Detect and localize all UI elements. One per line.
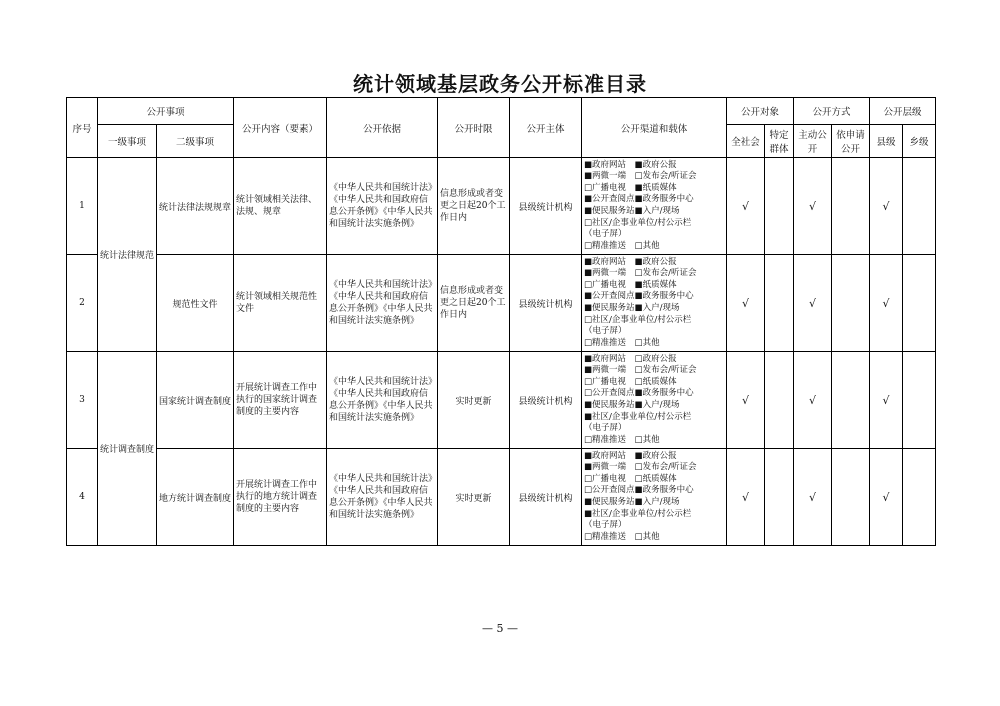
header-audience-all: 全社会 [727, 125, 765, 158]
check-level-town [903, 158, 936, 255]
channel-line: ■政府网站 ■政府公报 [584, 450, 677, 461]
channel-line: ■便民服务站■入户/现场 [584, 303, 680, 313]
row-subject: 县级统计机构 [510, 255, 582, 352]
channel-line: ■社区/企事业单位/村公示栏 [584, 508, 692, 519]
channel-line: ■社区/企事业单位/村公示栏 [584, 411, 692, 422]
channel-line: □广播电视 ■纸质媒体 [584, 279, 677, 290]
row-level2: 规范性文件 [157, 255, 234, 352]
header-level1: 一级事项 [98, 125, 157, 158]
channel-line: □广播电视 ■纸质媒体 [584, 182, 677, 193]
page-title: 统计领域基层政务公开标准目录 [353, 72, 647, 96]
check-method-apply [832, 449, 870, 546]
channel-line: ■两微一端 □发布会/听证会 [584, 171, 697, 182]
check-audience-all: √ [727, 352, 765, 449]
header-subject: 公开主体 [510, 98, 582, 158]
channel-line: （电子屏） [584, 423, 627, 434]
channel-line: ■便民服务站■入户/现场 [584, 400, 680, 410]
channel-line: □公开查阅点■政务服务中心 [584, 388, 694, 399]
check-method-active: √ [794, 449, 832, 546]
header-seq: 序号 [67, 98, 98, 158]
row-basis: 《中华人民共和国统计法》《中华人民共和国政府信息公开条例》《中华人民共和国统计法实施条例》 [327, 352, 438, 449]
channel-line: ■政府网站 □政府公报 [584, 353, 677, 364]
header-audience-specific: 特定群体 [765, 125, 794, 158]
group-label: 统计调查制度 [98, 352, 157, 546]
channel-line: □社区/企事业单位/村公示栏 [584, 314, 692, 325]
header-level-town: 乡级 [903, 125, 936, 158]
row-content: 开展统计调查工作中执行的国家统计调查制度的主要内容 [234, 352, 327, 449]
channel-line: ■公开查阅点■政务服务中心 [584, 194, 694, 205]
check-method-apply [832, 352, 870, 449]
row-channels [582, 158, 727, 255]
row-seq: 2 [67, 255, 98, 352]
header-audience-group: 公开对象 [727, 98, 794, 125]
check-level-county: √ [870, 255, 903, 352]
row-basis: 《中华人民共和国统计法》《中华人民共和国政府信息公开条例》《中华人民共和国统计法实施条例》 [327, 158, 438, 255]
channel-line: ■两微一端 □发布会/听证会 [584, 268, 697, 279]
row-content: 统计领域相关法律、法规、规章 [234, 158, 327, 255]
check-audience-specific [765, 449, 794, 546]
group-label: 统计法律规范 [98, 158, 157, 352]
header-method-apply: 依申请公开 [832, 125, 870, 158]
row-level2: 地方统计调查制度 [157, 449, 234, 546]
channel-line: ■公开查阅点■政务服务中心 [584, 291, 694, 302]
channel-line: □广播电视 □纸质媒体 [584, 473, 677, 484]
row-level2: 统计法律法规规章 [157, 158, 234, 255]
channel-line: □广播电视 □纸质媒体 [584, 376, 677, 387]
check-method-active: √ [794, 255, 832, 352]
channel-line: □精准推送 □其他 [584, 337, 660, 348]
header-row-1 [67, 98, 936, 125]
channel-line: □精准推送 □其他 [584, 240, 660, 251]
header-content: 公开内容（要素） [234, 98, 327, 158]
page-number: — 5 — [482, 622, 518, 635]
row-content: 统计领域相关规范性文件 [234, 255, 327, 352]
channel-line: ■便民服务站■入户/现场 [584, 206, 680, 216]
channel-line: □公开查阅点■政务服务中心 [584, 485, 694, 496]
row-level2: 国家统计调查制度 [157, 352, 234, 449]
check-method-apply [832, 158, 870, 255]
row-content: 开展统计调查工作中执行的地方统计调查制度的主要内容 [234, 449, 327, 546]
row-subject: 县级统计机构 [510, 158, 582, 255]
channel-line: □精准推送 □其他 [584, 434, 660, 445]
check-level-county: √ [870, 158, 903, 255]
channel-line: ■两微一端 □发布会/听证会 [584, 462, 697, 473]
header-item-group: 公开事项 [98, 98, 234, 125]
row-time-limit: 实时更新 [438, 449, 510, 546]
row-time-limit: 信息形成或者变更之日起20个工作日内 [438, 158, 510, 255]
header-method-group: 公开方式 [794, 98, 870, 125]
row-seq: 1 [67, 158, 98, 255]
row-basis: 《中华人民共和国统计法》《中华人民共和国政府信息公开条例》《中华人民共和国统计法实施条例》 [327, 255, 438, 352]
check-audience-all: √ [727, 449, 765, 546]
header-time-limit: 公开时限 [438, 98, 510, 158]
channel-line: （电子屏） [584, 326, 627, 337]
table-row [67, 158, 936, 255]
check-level-town [903, 352, 936, 449]
check-method-apply [832, 255, 870, 352]
channel-line: □社区/企事业单位/村公示栏 [584, 217, 692, 228]
header-level-group: 公开层级 [870, 98, 936, 125]
table-row [67, 449, 936, 546]
row-seq: 3 [67, 352, 98, 449]
check-audience-specific [765, 255, 794, 352]
row-time-limit: 实时更新 [438, 352, 510, 449]
check-level-town [903, 255, 936, 352]
table-row [67, 352, 936, 449]
header-level2: 二级事项 [157, 125, 234, 158]
standard-catalog-table [66, 97, 936, 546]
channel-line: □精准推送 □其他 [584, 531, 660, 542]
row-seq: 4 [67, 449, 98, 546]
header-method-active: 主动公开 [794, 125, 832, 158]
check-method-active: √ [794, 352, 832, 449]
header-level-county: 县级 [870, 125, 903, 158]
channel-line: ■便民服务站■入户/现场 [584, 497, 680, 507]
check-level-town [903, 449, 936, 546]
check-audience-specific [765, 352, 794, 449]
row-channels [582, 255, 727, 352]
channel-line: ■两微一端 □发布会/听证会 [584, 365, 697, 376]
row-channels [582, 449, 727, 546]
check-audience-specific [765, 158, 794, 255]
check-audience-all: √ [727, 158, 765, 255]
check-level-county: √ [870, 352, 903, 449]
row-channels [582, 352, 727, 449]
check-method-active: √ [794, 158, 832, 255]
check-audience-all: √ [727, 255, 765, 352]
row-time-limit: 信息形成或者变更之日起20个工作日内 [438, 255, 510, 352]
channel-line: ■政府网站 ■政府公报 [584, 159, 677, 170]
table-row [67, 255, 936, 352]
channel-line: （电子屏） [584, 229, 627, 240]
channel-line: （电子屏） [584, 520, 627, 531]
row-basis: 《中华人民共和国统计法》《中华人民共和国政府信息公开条例》《中华人民共和国统计法实施条例》 [327, 449, 438, 546]
header-basis: 公开依据 [327, 98, 438, 158]
channel-line: ■政府网站 ■政府公报 [584, 256, 677, 267]
header-channel: 公开渠道和载体 [582, 98, 727, 158]
row-subject: 县级统计机构 [510, 449, 582, 546]
check-level-county: √ [870, 449, 903, 546]
row-subject: 县级统计机构 [510, 352, 582, 449]
